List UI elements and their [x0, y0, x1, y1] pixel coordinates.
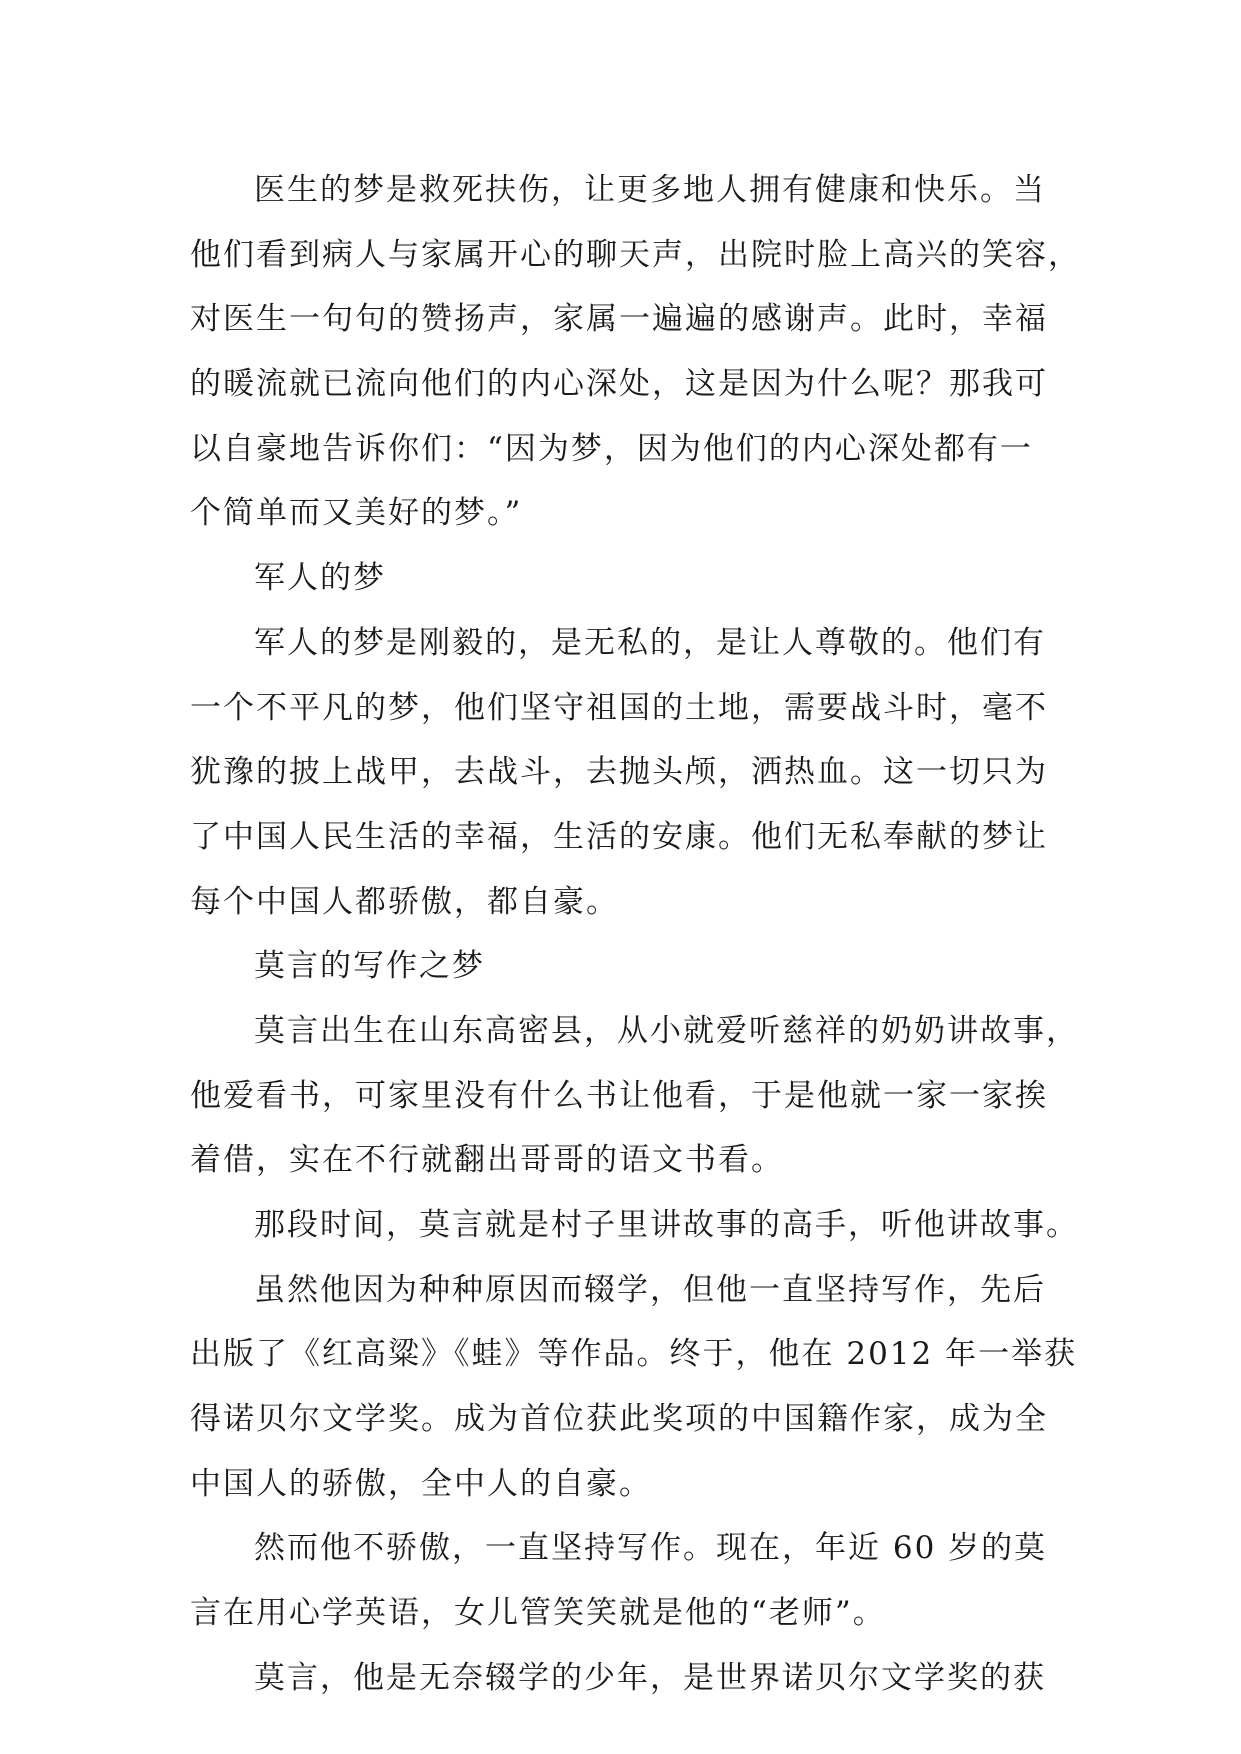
text-line: 每个中国人都骄傲，都自豪。 — [190, 883, 619, 920]
text-line: 言在用心学英语，女儿管笑笑就是他的“老师”。 — [190, 1595, 886, 1632]
text-line: 个简单而又美好的梦。” — [190, 495, 523, 532]
text-line: 那段时间，莫言就是村子里讲故事的高手，听他讲故事。 — [254, 1207, 1079, 1243]
text-line: 对医生一句句的赞扬声，家属一遍遍的感谢声。此时，幸福 — [190, 301, 1048, 338]
text-line: 的暖流就已流向他们的内心深处，这是因为什么呢？那我可 — [190, 366, 1048, 403]
body-text — [190, 158, 1081, 1711]
text-line: 军人的梦 — [254, 560, 386, 597]
text-line: 以自豪地告诉你们：“因为梦，因为他们的内心深处都有一 — [190, 430, 1033, 467]
text-line: 军人的梦是刚毅的，是无私的，是让人尊敬的。他们有 — [254, 624, 1046, 661]
text-line: 犹豫的披上战甲，去战斗，去抛头颅，洒热血。这一切只为 — [190, 754, 1048, 791]
text-line: 莫言，他是无奈辍学的少年，是世界诺贝尔文学奖的获 — [254, 1659, 1046, 1696]
text-line: 他爱看书，可家里没有什么书让他看，于是他就一家一家挨 — [190, 1077, 1048, 1114]
text-line: 莫言的写作之梦 — [254, 948, 485, 985]
text-line: 一个不平凡的梦，他们坚守祖国的土地，需要战斗时，毫不 — [190, 689, 1048, 726]
text-line: 出版了《红高粱》《蛙》等作品。终于，他在 2012 年一举获 — [190, 1336, 1078, 1373]
text-line: 医生的梦是救死扶伤，让更多地人拥有健康和快乐。当 — [254, 172, 1046, 208]
text-line: 虽然他因为种种原因而辍学，但他一直坚持写作，先后 — [254, 1271, 1046, 1308]
text-line: 中国人的骄傲，全中人的自豪。 — [190, 1465, 652, 1502]
text-line: 得诺贝尔文学奖。成为首位获此奖项的中国籍作家，成为全 — [190, 1401, 1048, 1438]
text-line: 他们看到病人与家属开心的聊天声，出院时脸上高兴的笑容， — [190, 236, 1081, 273]
text-line: 了中国人民生活的幸福，生活的安康。他们无私奉献的梦让 — [190, 818, 1048, 855]
text-line: 莫言出生在山东高密县，从小就爱听慈祥的奶奶讲故事， — [254, 1012, 1079, 1049]
text-line: 着借，实在不行就翻出哥哥的语文书看。 — [190, 1142, 784, 1179]
text-line: 然而他不骄傲，一直坚持写作。现在，年近 60 岁的莫 — [254, 1530, 1048, 1567]
